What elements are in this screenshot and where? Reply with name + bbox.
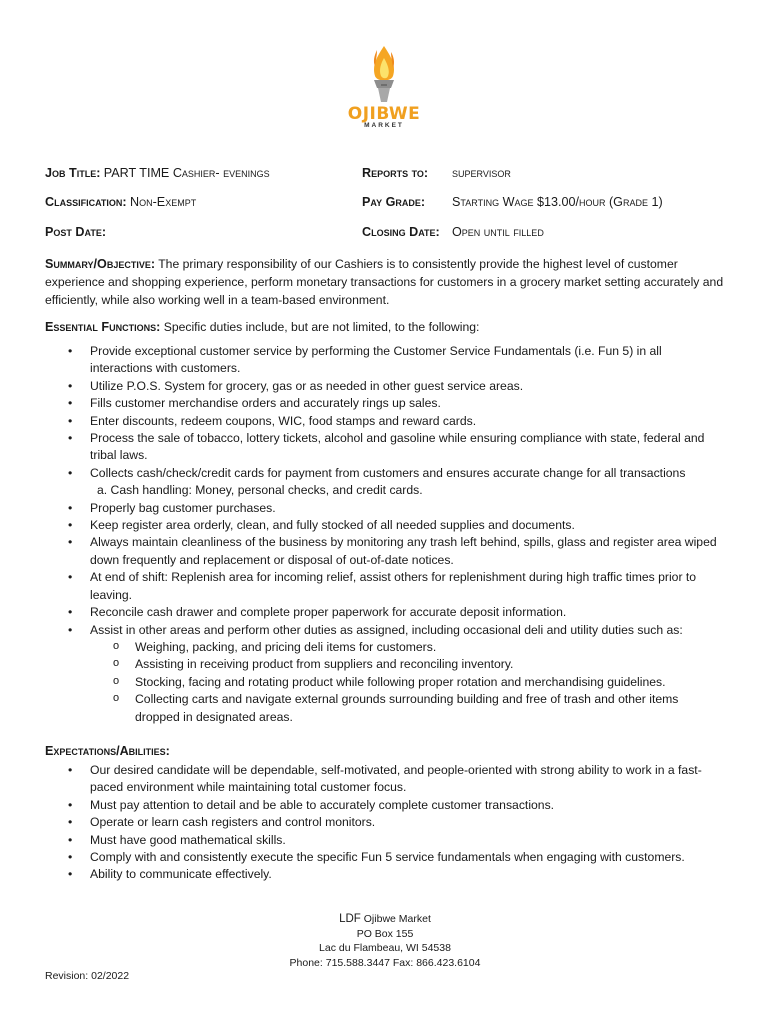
reports-to-label: Reports to: [362,166,429,180]
list-subitem: o Collecting carts and navigate external grounds surrounding building and free of trash and other items dropped in designated areas. [45,691,725,726]
closing-date-label: Closing Date: [362,225,440,239]
list-item: • Always maintain cleanliness of the business by monitoring any trash left behind, spills, glass and register area wiped down frequently and replacement or disposal of out-of-date notices. [45,534,725,569]
logo-subtitle: MARKET [364,122,404,129]
closing-date-value: Open until filled [452,225,544,239]
essential-functions-heading [45,318,725,336]
list-subitem: o Assisting in receiving product from suppliers and reconciling inventory. [45,656,725,673]
list-item: • Provide exceptional customer service by performing the Customer Service Fundamentals (i.e. Fun 5) in all interactions with customers. [45,343,725,378]
list-item: • Enter discounts, redeem coupons, WIC, food stamps and reward cards. [45,413,725,430]
job-title-row [45,166,270,180]
job-title-label: Job Title: [45,166,101,180]
revision-note: Revision: 02/2022 [45,970,130,982]
list-item: • Ability to communicate effectively. [45,866,725,883]
list-item: • Reconcile cash drawer and complete proper paperwork for accurate deposit information. [45,604,725,621]
list-item: • Properly bag customer purchases. [45,500,725,517]
essential-intro: Specific duties include, but are not limited, to the following: [163,320,480,334]
essential-list [45,343,725,726]
list-subitem-a: a. Cash handling: Money, personal checks, and credit cards. [97,483,423,498]
expectations-list [45,762,725,884]
list-item: • Our desired candidate will be dependable, self-motivated, and people-oriented with strong ability to work in a fast-paced environment while maintaining total customer focus. [45,762,725,797]
summary-section [45,255,725,309]
list-item: • Operate or learn cash registers and control monitors. [45,814,725,831]
summary-text: The primary responsibility of our Cashiers is to consistently provide the highest level of customer experience and shopping experience, perform monetary transactions for customers in a grocery market setting accurately and efficiently, while also working well in a team-based environment. [45,257,724,307]
classification-value: Non-Exempt [130,195,197,209]
list-item: • Must pay attention to detail and be able to accurately complete customer transactions. [45,797,725,814]
list-item: • Utilize P.O.S. System for grocery, gas or as needed in other guest service areas. [45,378,725,395]
footer-address [0,912,770,970]
post-date-label: Post Date: [45,225,107,239]
essential-label: Essential Functions: [45,320,161,334]
expectations-label: Expectations/Abilities: [45,744,170,758]
list-item: • Fills customer merchandise orders and accurately rings up sales. [45,395,725,412]
pay-grade-label: Pay Grade: [362,195,426,209]
footer-po-box: PO Box 155 [356,927,414,940]
footer-city: Lac du Flambeau, WI 54538 [319,942,451,954]
footer-org [0,912,770,927]
list-item: • Assist in other areas and perform other duties as assigned, including occasional deli and utility duties such as: [45,622,725,639]
list-subitem: o Weighing, packing, and pricing deli items for customers. [45,639,725,656]
summary-label: Summary/Objective: [45,257,156,271]
list-item: • Keep register area orderly, clean, and fully stocked of all needed supplies and documents. [45,517,725,534]
pay-grade-value: Starting Wage $13.00/hour (Grade 1) [452,195,663,209]
footer-org-name: Ojibwe Market [363,913,431,925]
list-subitem: o Stocking, facing and rotating product while following proper rotation and merchandising guidelines. [45,674,725,691]
list-item: • At end of shift: Replenish area for incoming relief, assist others for replenishment during high traffic times prior to leaving. [45,569,725,604]
logo-wordmark: OJIBWE [347,104,421,124]
classification-row [45,195,196,209]
list-item: • Process the sale of tobacco, lottery tickets, alcohol and gasoline while ensuring compliance with state, federal and tribal laws. [45,430,725,465]
job-title-value: PART TIME Cashier- evenings [103,166,270,180]
list-item: • Collects cash/check/credit cards for payment from customers and ensures accurate change for all transactions [45,465,725,482]
list-item: • Comply with and consistently execute the specific Fun 5 service fundamentals when engaging with customers. [45,849,725,866]
list-item: • Must have good mathematical skills. [45,832,725,849]
classification-label: Classification: [45,195,127,209]
footer-phone: Phone: 715.588.3447 Fax: 866.423.6104 [289,956,481,969]
footer-org-prefix: LDF [339,913,361,925]
reports-to-value: supervisor [452,166,511,180]
